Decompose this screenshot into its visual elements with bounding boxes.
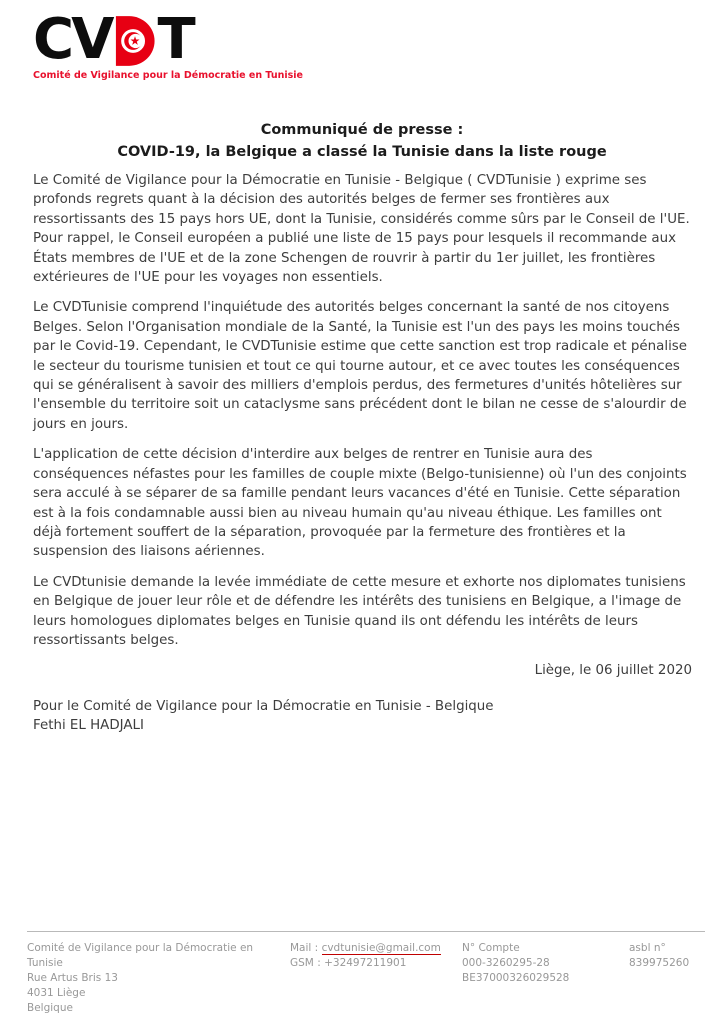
gsm-label: GSM : (290, 957, 321, 969)
email-link[interactable]: cvdtunisie@gmail.com (321, 942, 441, 954)
signature-name: Fethi EL HADJALI (33, 718, 144, 734)
signature-org: Pour le Comité de Vigilance pour la Démocratie en Tunisie - Belgique (33, 698, 494, 714)
tunisia-flag-d-icon (114, 14, 156, 68)
asbl-label: asbl n° (629, 942, 666, 954)
paragraph-1: Le Comité de Vigilance pour la Démocratie en Tunisie - Belgique ( CVDTunisie ) exprime ses profonds regrets quant à la décision des autorités belges de fermer ses frontières aux ressortissants des 15 pays hors UE, dont la Tunisie, considérés comme sûrs par le Conseil de l'UE. Pour rappel, le Conseil européen a publié une liste de 15 pays pour lesquels il recommande aux États membres de l'UE et de la zone Schengen de rouvrir à partir du 1er juillet, les frontières extérieures de l'UE pour les voyages non essentiels. (33, 173, 690, 286)
account-number: 000-3260295-28 (462, 957, 550, 969)
footer-org-name: Comité de Vigilance pour la Démocratie en Tunisie (27, 942, 254, 969)
logo-subtitle: Comité de Vigilance pour la Démocratie en Tunisie (33, 70, 303, 81)
footer (27, 931, 705, 1016)
footer-contact (290, 941, 462, 1016)
footer-city: 4031 Liège (27, 987, 86, 999)
logo-text-cv: CV (33, 7, 112, 72)
gsm-number: +32497211901 (324, 957, 407, 969)
signature-block (33, 697, 692, 736)
dateline: Liège, le 06 juillet 2020 (534, 663, 692, 679)
account-iban: BE37000326029528 (462, 972, 570, 984)
footer-street: Rue Artus Bris 13 (27, 972, 118, 984)
title-line-1: Communiqué de presse : (260, 122, 464, 138)
title-line-2: COVID-19, la Belgique a classé la Tunisie dans la liste rouge (117, 144, 607, 160)
footer-account (462, 941, 629, 1016)
press-release-title (0, 119, 724, 163)
asbl-number: 839975260 (629, 957, 690, 969)
footer-country: Belgique (27, 1002, 73, 1014)
paragraph-4: Le CVDtunisie demande la levée immédiate de cette mesure et exhorte nos diplomates tunisiens en Belgique de jouer leur rôle et de défendre les intérêts des tunisiens en Belgique, a l'image de leurs homologues diplomates belges en Tunisie quand ils ont défendu les intérêts de leurs ressortissants belges. (33, 574, 686, 648)
paragraph-2: Le CVDTunisie comprend l'inquiétude des autorités belges concernant la santé de nos citoyens Belges. Selon l'Organisation mondiale de la Santé, la Tunisie est l'un des pays les moins touchés par le Covid-19. Cependant, le CVDTunisie estime que cette sanction est trop radicale et pénalise le secteur du tourisme tunisien et tout ce qui tourne autour, et ce avec toutes les conséquences qui se généralisent à savoir des milliers d'emplois perdus, des fermetures d'unités hôtelières sur l'ensemble du territoire soit un cataclysme sans précédent dont le bilan ne cesse de s'alourdir de jours en jours. (33, 300, 688, 432)
cvdt-logo (33, 7, 303, 81)
logo-text-t: T (157, 7, 193, 72)
footer-address (27, 941, 290, 1016)
footer-asbl (629, 941, 705, 1016)
mail-label: Mail : (290, 942, 319, 954)
body-content (33, 171, 692, 736)
paragraph-3: L'application de cette décision d'interdire aux belges de rentrer en Tunisie aura des conséquences néfastes pour les familles de couple mixte (Belgo-tunisienne) où l'un des conjoints sera acculé à se séparer de sa famille pendant leurs vacances d'été en Tunisie. Cette séparation est à la fois condamnable aussi bien au niveau humain qu'au niveau éthique. Les familles ont déjà fortement souffert de la séparation, provoquée par la fermeture des frontières et la suspension des liaisons aériennes. (33, 447, 687, 560)
account-label: N° Compte (462, 942, 520, 954)
